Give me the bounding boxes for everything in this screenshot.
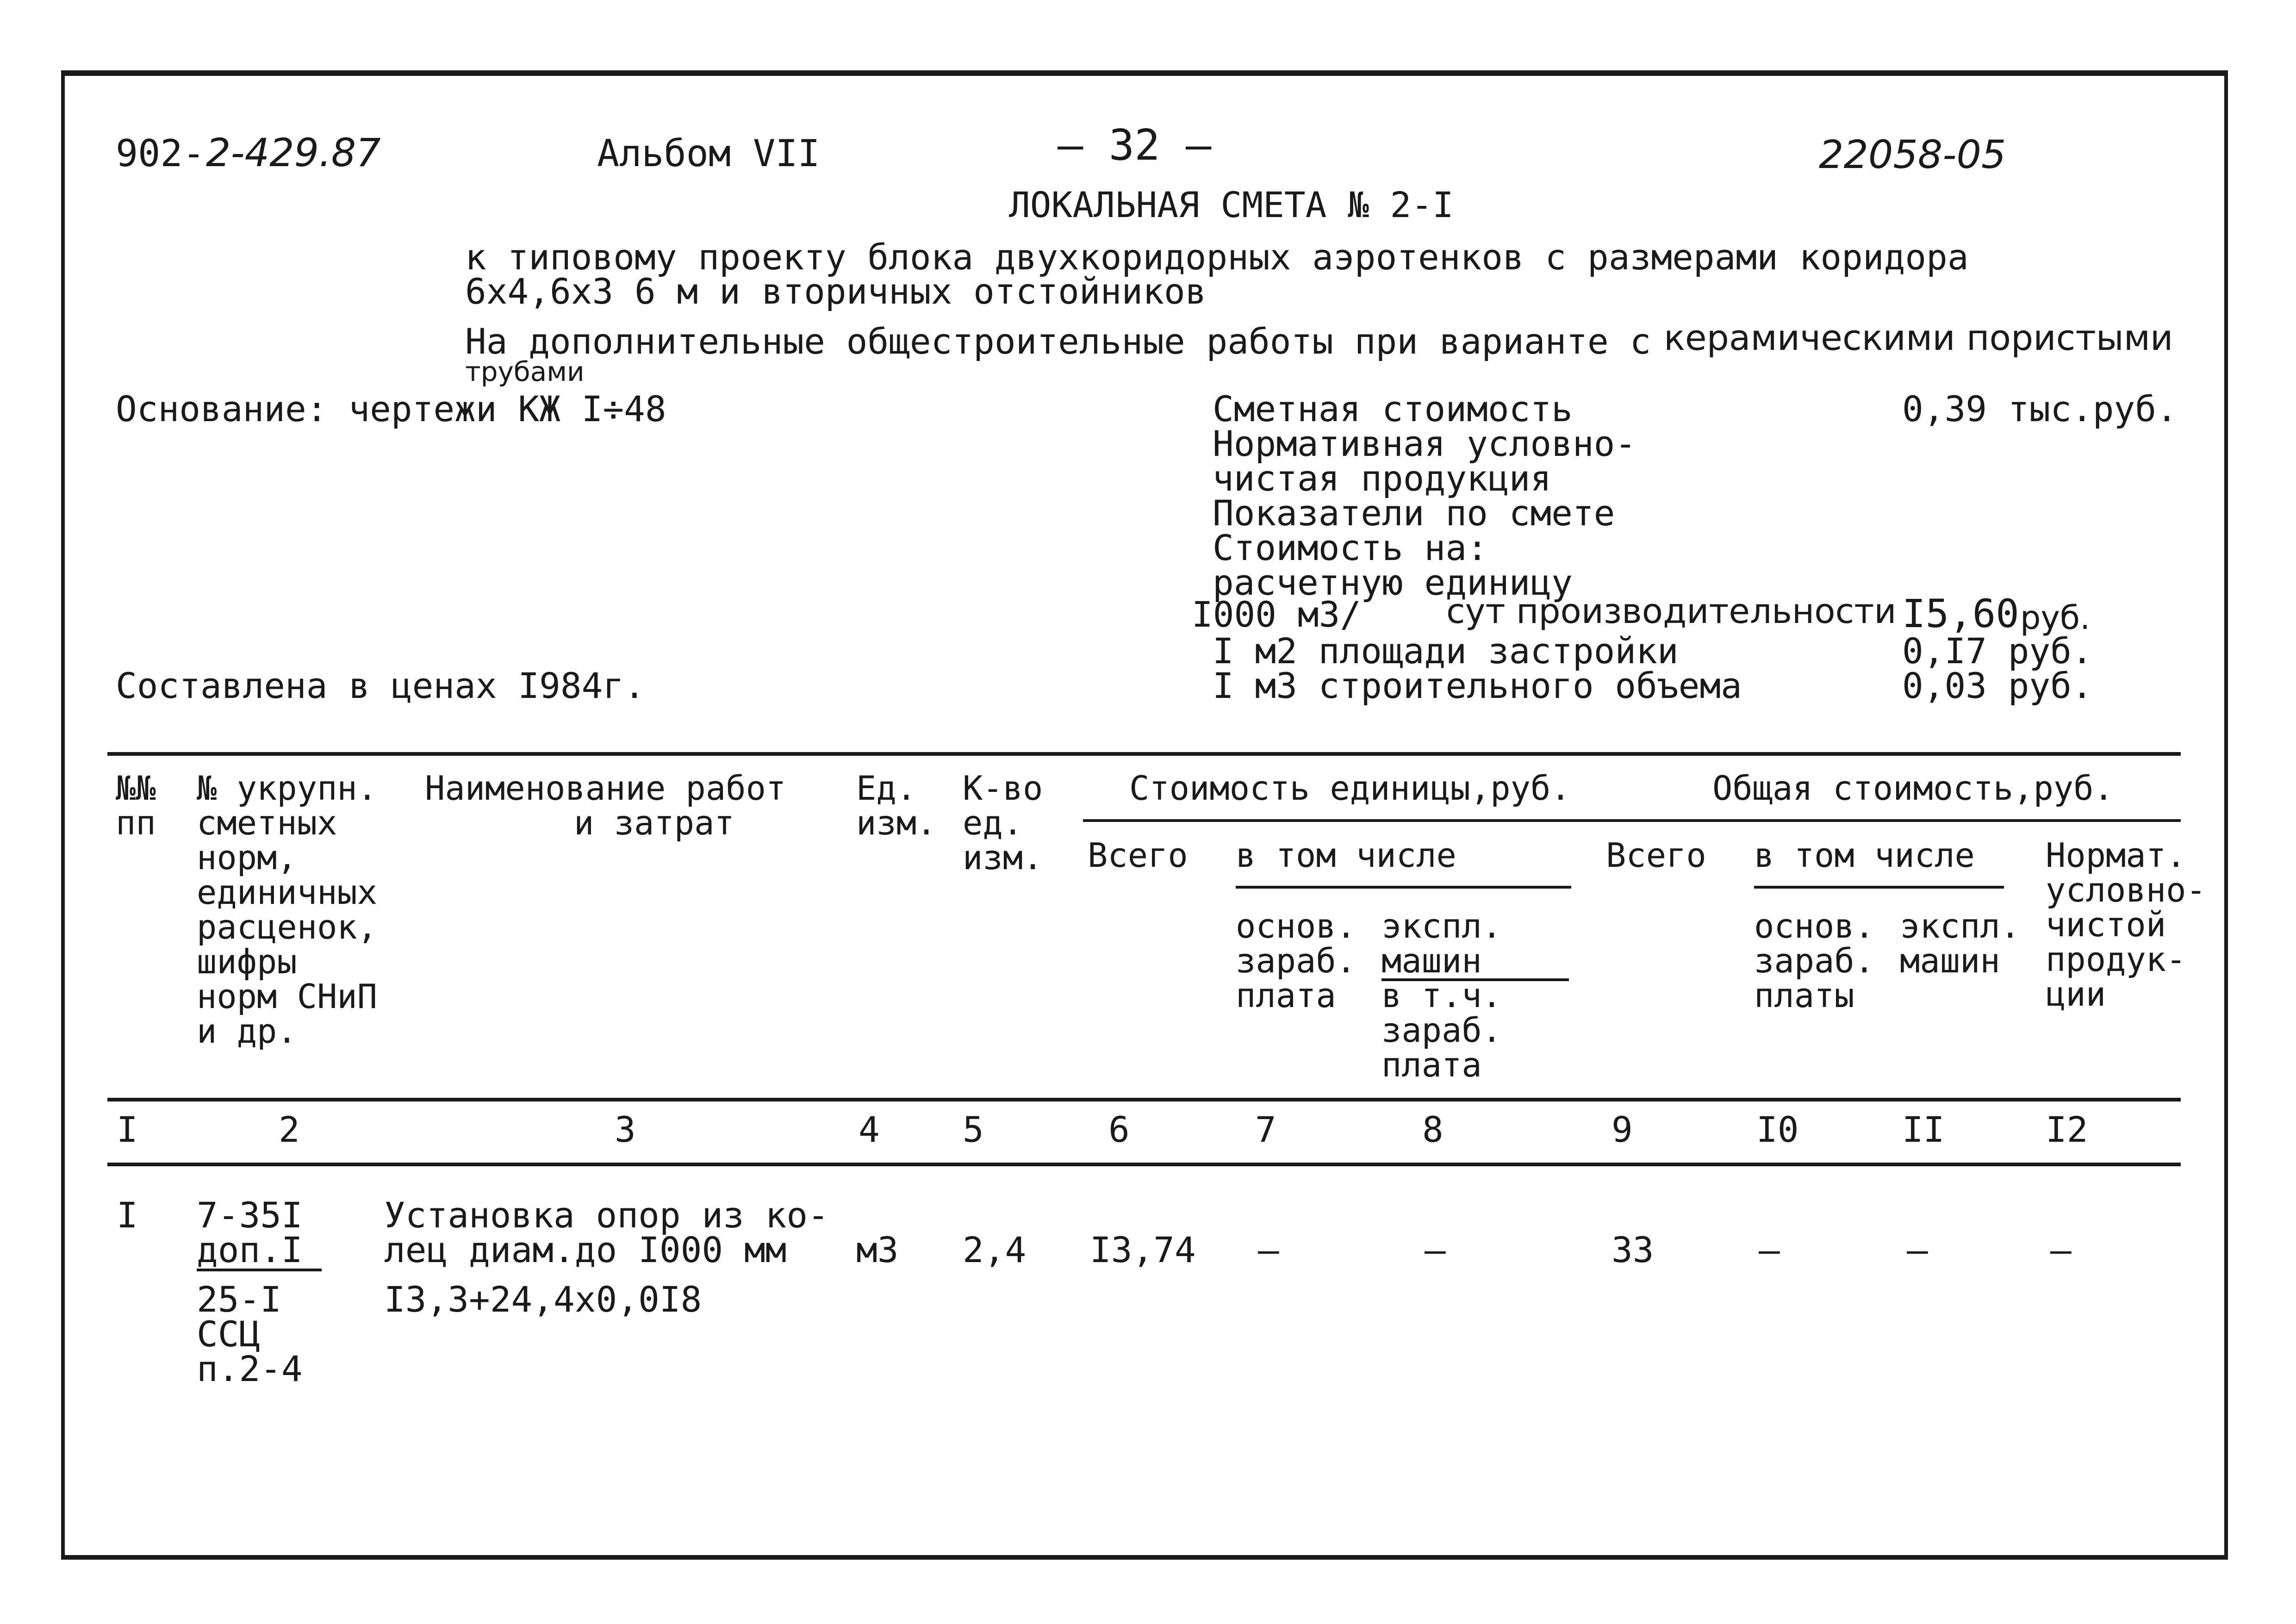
doc-code-prefix: 902- (116, 132, 205, 175)
header-col1-line1: №№ (116, 769, 156, 808)
norm-product-label-1: Нормативная условно- (1213, 423, 1636, 464)
row-quantity: 2,4 (963, 1229, 1027, 1270)
header-col3-line2: и затрат (574, 803, 734, 842)
header-col12-line3: чистой (2046, 905, 2166, 944)
scope-line-2: трубами (465, 356, 585, 387)
row-code-line3: 25-I (197, 1279, 282, 1320)
row-code-line5: п.2-4 (197, 1348, 303, 1389)
estimated-cost-value: 0,39 тыс.руб. (1902, 388, 2178, 429)
column-number-5: 5 (963, 1109, 984, 1150)
album-label: Альбом VII (597, 132, 820, 175)
row-norm-product: – (2050, 1229, 2072, 1270)
row-code-line1: 7-35I (197, 1195, 303, 1236)
header-col2-line1: № укрупн. (197, 769, 378, 808)
row-unit-wages: – (1258, 1229, 1279, 1270)
total-incl-rule (1754, 886, 2004, 889)
header-col11-line1: экспл. (1900, 907, 2021, 946)
header-col11-line2: машин (1900, 941, 2000, 980)
column-number-4: 4 (859, 1109, 880, 1150)
header-col2-line5: расценок, (197, 908, 378, 946)
prices-note: Составлена в ценах I984г. (116, 665, 645, 706)
header-col2-line3: норм, (197, 838, 297, 877)
column-number-11: II (1902, 1109, 1945, 1150)
unit-incl-rule (1236, 886, 1571, 889)
header-col6: Всего (1088, 836, 1188, 875)
page-title: ЛОКАЛЬНАЯ СМЕТА № 2-I (1009, 184, 1454, 225)
header-col9: Всего (1606, 836, 1706, 875)
scope-handwritten: керамическими пористыми (1664, 317, 2173, 358)
unit-cost-group-header: Стоимость единицы,руб. (1129, 769, 1571, 808)
column-number-6: 6 (1108, 1109, 1130, 1150)
header-col2-line2: сметных (197, 803, 337, 842)
volume-value: 0,03 руб. (1902, 665, 2093, 706)
doc-code-handwritten: 2-429.87 (206, 130, 381, 175)
row-total-machines: – (1907, 1229, 1928, 1270)
area-label: I м2 площади застройки (1213, 630, 1679, 672)
header-col8-line2: машин (1381, 944, 1569, 981)
header-col1-line2: пп (116, 803, 156, 842)
volume-label: I м3 строительного объема (1213, 665, 1742, 706)
header-col8-line3: в т.ч. (1381, 976, 1502, 1015)
row-total: 33 (1612, 1229, 1654, 1270)
unit-capacity-prefix: I000 м3/ (1192, 594, 1362, 635)
column-number-9: 9 (1612, 1109, 1633, 1150)
row-work-name-line1: Установка опор из ко- (384, 1195, 829, 1236)
column-numbers-rule (107, 1163, 2181, 1166)
cost-per-label: Стоимость на: (1213, 527, 1488, 568)
row-unit-machines: – (1425, 1229, 1446, 1270)
header-col2-line6: шифры (197, 942, 297, 981)
header-col10-line2: зараб. (1754, 941, 1875, 980)
header-col8-line1: экспл. (1381, 907, 1502, 946)
header-col5-line1: К-во (963, 769, 1043, 808)
column-number-7: 7 (1255, 1109, 1276, 1150)
header-col12-line1: Нормат. (2046, 836, 2186, 875)
header-col12-line2: условно- (2046, 871, 2206, 909)
header-col7-line1: основ. (1236, 907, 1356, 946)
column-number-12: I2 (2046, 1109, 2088, 1150)
unit-capacity-handwritten: сут производительности (1446, 591, 1897, 631)
subtitle-line-1: к типовому проекту блока двухкоридорных аэротенков с размерами коридора (465, 236, 1969, 278)
row-total-wages: – (1759, 1229, 1780, 1270)
column-number-1: I (117, 1109, 138, 1150)
subtitle-line-2: 6х4,6х3 6 м и вторичных отстойников (465, 271, 1207, 312)
row-code-line2: доп.I (197, 1232, 322, 1271)
scope-line-1: На дополнительные общестроительные работы при варианте с (465, 321, 1651, 362)
header-col10-line1: основ. (1754, 907, 1875, 946)
row-formula: I3,3+24,4х0,0I8 (384, 1279, 702, 1320)
row-code-line4: ССЦ (197, 1313, 261, 1355)
table-top-rule (107, 752, 2181, 756)
column-number-3: 3 (615, 1109, 636, 1150)
header-col4-line1: Ед. (856, 769, 917, 808)
indicators-label: Показатели по смете (1213, 492, 1615, 534)
group-header-rule (1083, 819, 2181, 822)
column-number-2: 2 (279, 1109, 300, 1150)
header-unit-incl: в том числе (1236, 836, 1456, 875)
unit-cost-number: I5,60 (1902, 591, 2019, 636)
header-bottom-rule (107, 1098, 2181, 1101)
unit-label: расчетную единицу (1213, 562, 1573, 603)
header-col8-line4: зараб. (1381, 1011, 1502, 1050)
header-col2-line7: норм СНиП (197, 977, 378, 1016)
header-col10-line3: платы (1754, 976, 1854, 1015)
header-col8-line5: плата (1381, 1045, 1482, 1084)
header-col3-line1: Наименование работ (425, 769, 786, 808)
norm-product-label-2: чистая продукция (1213, 458, 1552, 499)
inventory-number: 22058-05 (1819, 132, 2006, 177)
header-col2-line4: единичных (197, 873, 378, 912)
row-number: I (117, 1195, 138, 1236)
header-col7-line2: зараб. (1236, 941, 1356, 980)
header-col5-line2: ед. (963, 803, 1023, 842)
header-total-incl: в том числе (1754, 836, 1975, 875)
row-unit: м3 (856, 1229, 899, 1270)
estimated-cost-label: Сметная стоимость (1213, 388, 1573, 429)
header-col12-line4: продук- (2046, 940, 2186, 979)
column-number-10: I0 (1756, 1109, 1799, 1150)
header-col4-line2: изм. (856, 803, 937, 842)
header-col5-line3: изм. (963, 838, 1043, 877)
unit-cost-currency: руб. (2020, 599, 2091, 637)
header-col2-line8: и др. (197, 1012, 297, 1051)
header-col7-line3: плата (1236, 976, 1336, 1015)
total-cost-group-header: Общая стоимость,руб. (1712, 769, 2114, 808)
row-unit-total: I3,74 (1090, 1229, 1196, 1270)
basis-label: Основание: чертежи КЖ I÷48 (116, 388, 666, 429)
row-work-name-line2: лец диам.до I000 мм (384, 1229, 787, 1270)
area-value: 0,I7 руб. (1902, 630, 2093, 672)
header-col12-line5: ции (2046, 975, 2106, 1014)
column-number-8: 8 (1422, 1109, 1444, 1150)
page-number: — 32 — (1058, 120, 1212, 170)
